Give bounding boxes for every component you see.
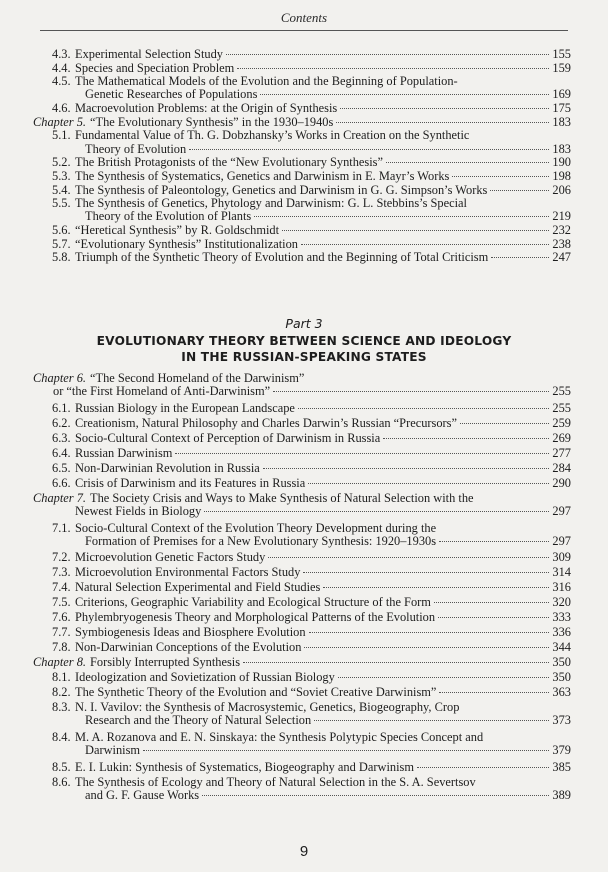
toc-section-number: 7.5.	[52, 595, 71, 610]
toc-entry-title: Russian Biology in the European Landscape	[75, 400, 295, 415]
toc-section-number: 8.2.	[52, 684, 71, 699]
toc-section-entry	[52, 197, 571, 223]
toc-section-entry	[52, 701, 571, 727]
toc-entry-title-cont: and G. F. Gause Works	[85, 787, 200, 802]
toc-page-number: 255	[552, 400, 571, 415]
toc-section-entry	[52, 626, 571, 639]
toc-leader-dots	[304, 647, 549, 648]
running-header: Contents	[280, 10, 328, 25]
toc-leader-dots	[491, 257, 549, 258]
toc-page-number: 320	[552, 595, 571, 610]
toc-section-entry	[52, 641, 571, 654]
toc-section-entry	[52, 581, 571, 594]
toc-page-number: 350	[552, 655, 571, 670]
toc-section-entry	[52, 156, 571, 169]
toc-leader-dots	[237, 68, 549, 69]
toc-entry-title: Phylembryogenesis Theory and Morphological Patterns of the Evolution	[75, 610, 436, 625]
toc-page-number: 385	[552, 759, 571, 774]
toc-entry-title-cont: Genetic Researches of Populations	[85, 87, 258, 102]
toc-page-number: 247	[552, 250, 571, 265]
toc-entry-title: Microevolution Environmental Factors Study	[75, 565, 301, 580]
toc-section-entry	[52, 761, 571, 774]
toc-section-entry	[52, 477, 571, 490]
toc-page-number: 238	[552, 236, 571, 251]
toc-section-number: 8.6.	[52, 774, 71, 789]
toc-entry-title: Crisis of Darwinism and its Features in Russia	[75, 475, 306, 490]
toc-section-number: 8.5.	[52, 759, 71, 774]
toc-section-number: 7.2.	[52, 550, 71, 565]
toc-section-number: 4.5.	[52, 74, 71, 89]
toc-section-number: 5.6.	[52, 223, 71, 238]
toc-leader-dots	[438, 617, 549, 618]
toc-page-number: 255	[552, 384, 571, 399]
toc-page-number: 379	[552, 743, 571, 757]
toc-section-entry	[52, 402, 571, 415]
toc-leader-dots	[260, 94, 549, 95]
toc-page-number: 309	[552, 550, 571, 565]
toc-leader-dots	[452, 176, 549, 177]
toc-chapter-entry	[33, 492, 571, 518]
toc-section-number: 6.1.	[52, 400, 71, 415]
toc-section-number: 5.3.	[52, 168, 71, 183]
toc-leader-dots	[308, 483, 549, 484]
toc-section-number: 5.2.	[52, 155, 71, 170]
toc-entry-title: The Mathematical Models of the Evolution and the Beginning of Population-	[75, 74, 458, 89]
toc-leader-dots	[303, 572, 549, 573]
toc-leader-dots	[336, 122, 549, 123]
toc-page-number: 259	[552, 415, 571, 430]
toc-page-number: 175	[552, 101, 571, 116]
toc-leader-dots	[175, 453, 549, 454]
toc-page-number: 232	[552, 223, 571, 238]
toc-leader-dots	[383, 438, 549, 439]
toc-leader-dots	[268, 557, 549, 558]
toc-leader-dots	[417, 767, 549, 768]
toc-page-number: 206	[552, 182, 571, 197]
toc-entry-title: M. A. Rozanova and E. N. Sinskaya: the Synthesis Polytypic Species Concept and	[75, 729, 484, 744]
toc-entry-title-cont: Darwinism	[85, 743, 141, 757]
toc-entry-title: “The Second Homeland of the Darwinism”	[90, 371, 305, 385]
toc-entry-title-cont: Theory of Evolution	[85, 141, 187, 156]
toc-page-number: 284	[552, 460, 571, 475]
toc-section-entry	[52, 62, 571, 75]
toc-entry-title: Creationism, Natural Philosophy and Charles Darwin’s Russian “Precursors”	[75, 415, 457, 430]
toc-section-entry	[52, 102, 571, 115]
toc-leader-dots	[314, 720, 549, 721]
toc-entry-title: Macroevolution Problems: at the Origin of Synthesis	[75, 101, 338, 116]
page-number: 9	[299, 843, 309, 860]
part-heading-line1: EVOLUTIONARY THEORY BETWEEN SCIENCE AND IDEOLOGY	[96, 334, 512, 348]
toc-leader-dots	[254, 216, 549, 217]
toc-section-number: 6.2.	[52, 415, 71, 430]
toc-entry-title: Microevolution Genetic Factors Study	[75, 550, 266, 565]
toc-chapter-label: Chapter 8.	[33, 655, 87, 670]
toc-entry-title: “Evolutionary Synthesis” Institutionalization	[75, 236, 298, 251]
toc-entry-title: Russian Darwinism	[75, 445, 173, 460]
toc-entry-title: The Synthesis of Systematics, Genetics and Darwinism in E. Mayr’s Works	[75, 168, 450, 183]
toc-section-number: 7.6.	[52, 610, 71, 625]
toc-entry-title: Fundamental Value of Th. G. Dobzhansky’s Works in Creation on the Synthetic	[75, 128, 470, 143]
toc-leader-dots	[490, 190, 549, 191]
toc-leader-dots	[309, 632, 550, 633]
toc-page-number: 183	[552, 141, 571, 156]
toc-entry-title: Forsibly Interrupted Synthesis	[90, 655, 241, 670]
toc-page-number: 350	[552, 670, 571, 684]
toc-section-entry	[52, 432, 571, 445]
toc-section-entry	[52, 686, 571, 699]
toc-section-entry	[52, 48, 571, 61]
toc-section-entry	[52, 551, 571, 564]
toc-chapter-entry	[33, 372, 571, 398]
toc-leader-dots	[386, 162, 549, 163]
toc-section-number: 6.4.	[52, 445, 71, 460]
toc-entry-title: N. I. Vavilov: the Synthesis of Macrosystemic, Genetics, Biogeography, Crop	[75, 699, 460, 714]
toc-page-number: 363	[552, 684, 571, 699]
toc-entry-title: The Synthesis of Ecology and Theory of Natural Selection in the S. A. Severtsov	[75, 774, 476, 789]
toc-leader-dots	[273, 391, 549, 392]
toc-entry-title: The Society Crisis and Ways to Make Synthesis of Natural Selection with the	[90, 490, 474, 505]
toc-entry-title: “Heretical Synthesis” by R. Goldschmidt	[75, 223, 280, 238]
toc-chapter-label: Chapter 6.	[33, 371, 87, 385]
toc-leader-dots	[189, 149, 549, 150]
toc-entry-title-cont: Newest Fields in Biology	[75, 503, 202, 518]
toc-section-number: 8.4.	[52, 729, 71, 744]
toc-entry-title-cont: or “the First Homeland of Anti-Darwinism”	[53, 384, 271, 399]
toc-page-number: 159	[552, 60, 571, 75]
toc-section-entry	[52, 462, 571, 475]
toc-page-number: 219	[552, 209, 571, 224]
toc-section-entry	[52, 611, 571, 624]
toc-page-number: 344	[552, 640, 571, 655]
toc-entry-title: “The Evolutionary Synthesis” in the 1930–1940s	[90, 114, 334, 129]
toc-page-number: 277	[552, 445, 571, 460]
header-rule	[40, 30, 568, 31]
toc-section-number: 4.3.	[52, 47, 71, 61]
toc-section-number: 7.8.	[52, 640, 71, 655]
toc-section-number: 5.1.	[52, 128, 71, 143]
toc-entry-title-cont: Theory of the Evolution of Plants	[85, 209, 252, 224]
toc-entry-title: The Synthesis of Genetics, Phytology and Darwinism: G. L. Stebbins’s Special	[75, 196, 467, 211]
toc-section-number: 5.8.	[52, 250, 71, 265]
toc-page-number: 314	[552, 565, 571, 580]
toc-section-number: 6.6.	[52, 475, 71, 490]
toc-entry-title: Non-Darwinian Conceptions of the Evolution	[75, 640, 302, 655]
toc-entry-title: Experimental Selection Study	[75, 47, 223, 61]
toc-entry-title-cont: Formation of Premises for a New Evolutionary Synthesis: 1920–1930s	[85, 533, 437, 548]
toc-leader-dots	[226, 54, 549, 55]
toc-section-entry	[52, 731, 571, 757]
toc-leader-dots	[301, 244, 549, 245]
toc-entry-title: The Synthetic Theory of the Evolution and “Soviet Creative Darwinism”	[75, 684, 437, 699]
toc-page-number: 169	[552, 87, 571, 102]
toc-page-number: 269	[552, 430, 571, 445]
toc-entry-title: Triumph of the Synthetic Theory of Evolution and the Beginning of Total Criticism	[75, 250, 489, 265]
toc-section-entry	[52, 566, 571, 579]
toc-section-entry	[52, 184, 571, 197]
toc-page-number: 155	[552, 47, 571, 61]
toc-section-number: 8.1.	[52, 670, 71, 684]
toc-entry-title: Natural Selection Experimental and Field Studies	[75, 580, 321, 595]
toc-page-number: 198	[552, 168, 571, 183]
toc-entry-title: The Synthesis of Paleontology, Genetics and Darwinism in G. G. Simpson’s Works	[75, 182, 488, 197]
toc-leader-dots	[202, 795, 549, 796]
toc-leader-dots	[338, 677, 550, 678]
part-heading-line2: IN THE RUSSIAN-SPEAKING STATES	[181, 350, 427, 364]
toc-section-number: 6.3.	[52, 430, 71, 445]
toc-leader-dots	[298, 408, 550, 409]
toc-section-number: 7.3.	[52, 565, 71, 580]
toc-chapter-entry	[33, 116, 571, 129]
toc-section-entry	[52, 596, 571, 609]
toc-section-number: 7.7.	[52, 625, 71, 640]
toc-leader-dots	[439, 692, 549, 693]
toc-leader-dots	[434, 602, 549, 603]
toc-leader-dots	[204, 511, 549, 512]
toc-section-entry	[52, 447, 571, 460]
toc-leader-dots	[439, 541, 549, 542]
toc-section-entry	[52, 238, 571, 251]
toc-leader-dots	[340, 108, 549, 109]
toc-section-number: 4.6.	[52, 101, 71, 116]
toc-leader-dots	[243, 662, 549, 663]
toc-section-entry	[52, 417, 571, 430]
toc-section-number: 7.1.	[52, 520, 71, 535]
toc-section-entry	[52, 170, 571, 183]
toc-entry-title: The British Protagonists of the “New Evolutionary Synthesis”	[75, 155, 384, 170]
toc-page-number: 373	[552, 713, 571, 728]
toc-leader-dots	[282, 230, 549, 231]
toc-chapter-entry	[33, 656, 571, 669]
toc-entry-title: Socio-Cultural Context of Perception of Darwinism in Russia	[75, 430, 381, 445]
toc-section-entry	[52, 671, 571, 684]
toc-section-number: 4.4.	[52, 60, 71, 75]
toc-page-number: 389	[552, 787, 571, 802]
toc-section-entry	[52, 251, 571, 264]
toc-leader-dots	[460, 423, 549, 424]
toc-section-number: 5.5.	[52, 196, 71, 211]
toc-section-entry	[52, 75, 571, 101]
toc-page-number: 297	[552, 503, 571, 518]
toc-entry-title-cont: Research and the Theory of Natural Selection	[85, 713, 312, 728]
toc-section-number: 7.4.	[52, 580, 71, 595]
toc-entry-title: Non-Darwinian Revolution in Russia	[75, 460, 260, 475]
toc-page-number: 297	[552, 533, 571, 548]
toc-page-number: 183	[552, 114, 571, 129]
toc-leader-dots	[143, 750, 549, 751]
toc-chapter-label: Chapter 7.	[33, 490, 87, 505]
toc-section-entry	[52, 776, 571, 802]
toc-section-number: 6.5.	[52, 460, 71, 475]
toc-section-entry	[52, 522, 571, 548]
toc-chapter-label: Chapter 5.	[33, 114, 87, 129]
toc-leader-dots	[263, 468, 550, 469]
toc-leader-dots	[323, 587, 549, 588]
toc-entry-title: Socio-Cultural Context of the Evolution Theory Development during the	[75, 520, 437, 535]
toc-entry-title: Ideologization and Sovietization of Russian Biology	[75, 670, 335, 684]
toc-section-number: 8.3.	[52, 699, 71, 714]
toc-entry-title: E. I. Lukin: Synthesis of Systematics, Biogeography and Darwinism	[75, 759, 414, 774]
toc-page-number: 333	[552, 610, 571, 625]
toc-section-number: 5.4.	[52, 182, 71, 197]
toc-entry-title: Species and Speciation Problem	[75, 60, 235, 75]
toc-section-entry	[52, 129, 571, 155]
toc-page-number: 290	[552, 475, 571, 490]
toc-section-number: 5.7.	[52, 236, 71, 251]
toc-section-entry	[52, 224, 571, 237]
toc-page-number: 316	[552, 580, 571, 595]
toc-page-number: 190	[552, 155, 571, 170]
toc-entry-title: Criterions, Geographic Variability and Ecological Structure of the Form	[75, 595, 431, 610]
toc-page-number: 336	[552, 625, 571, 640]
part-label: Part 3	[285, 316, 323, 331]
toc-entry-title: Symbiogenesis Ideas and Biosphere Evolution	[75, 625, 306, 640]
